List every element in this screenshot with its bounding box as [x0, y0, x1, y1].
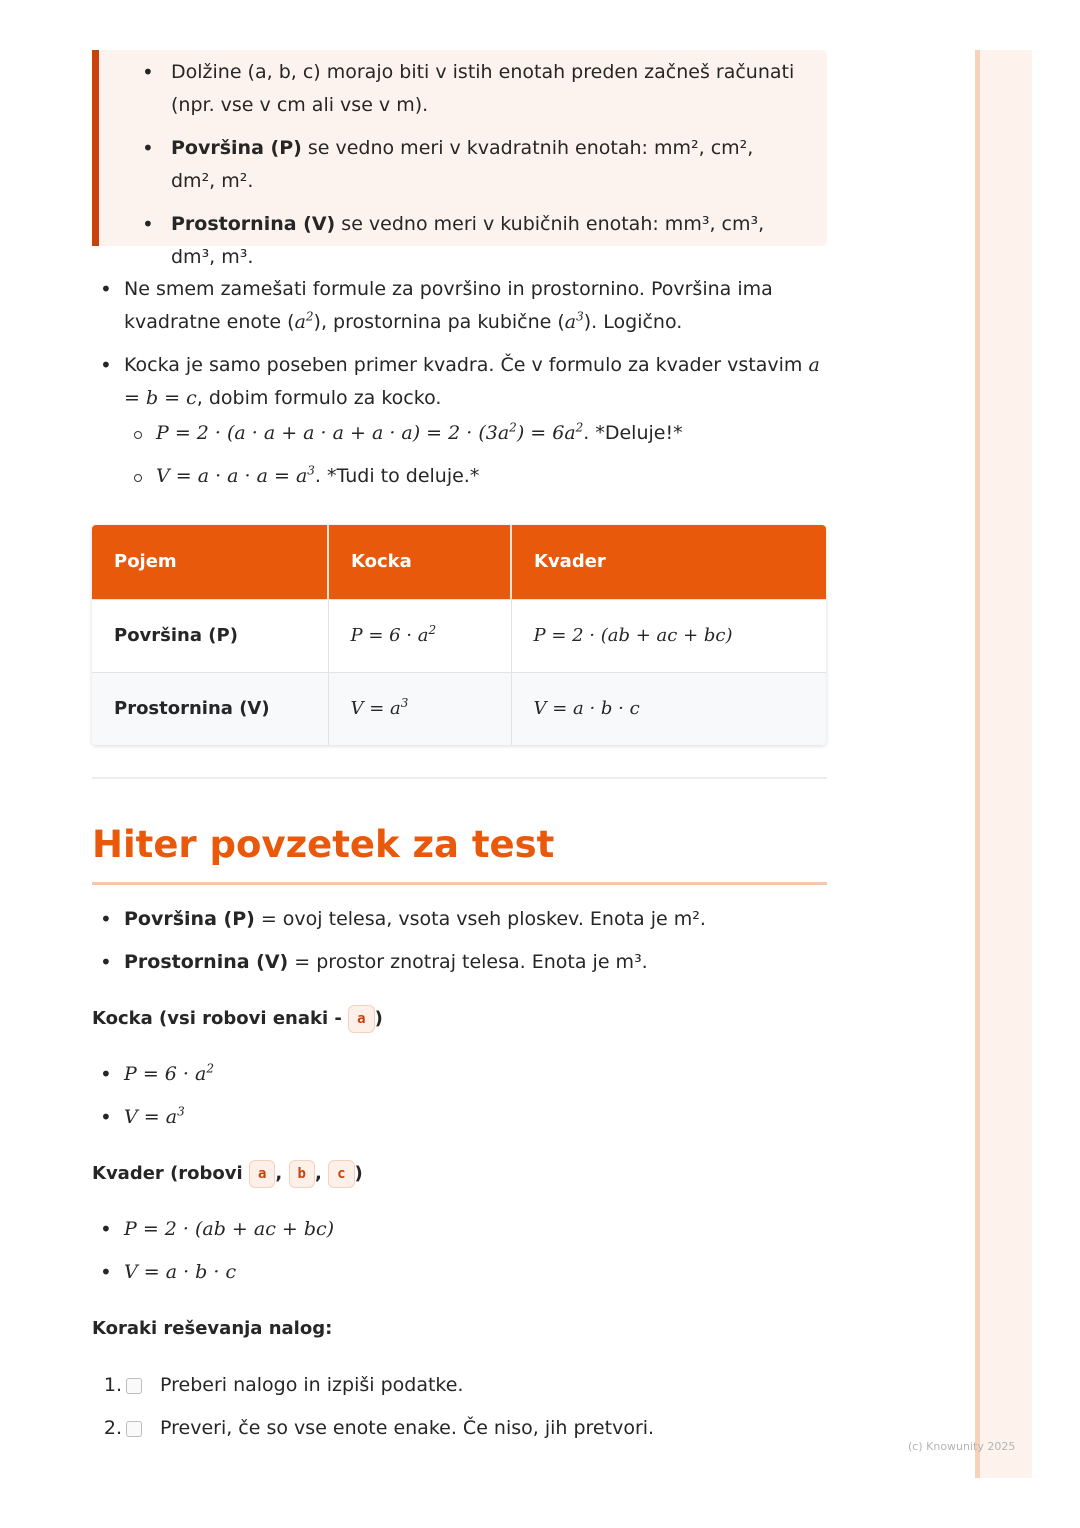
formula-table [92, 525, 826, 745]
step-checkbox[interactable] [126, 1378, 142, 1394]
cuboid-formula: P = 2 · (ab + ac + bc) [511, 599, 826, 672]
table-row [92, 599, 826, 672]
derivation-list [124, 417, 832, 493]
callout-list [142, 56, 802, 284]
row-label: Površina (P) [92, 599, 328, 672]
cube-heading: Kocka (vsi robovi enaki - a ) [92, 1004, 383, 1034]
cuboid-heading: Kvader (robovi a , b , c ) [92, 1159, 363, 1189]
copyright: (c) Knowunity 2025 [908, 1440, 1016, 1453]
cube-formula: $P = 6 \cdot a^2$ [328, 599, 511, 672]
callout-item-surface: • Površina (P) se vedno meri v kvadratnih enotah: mm², cm², dm², m². [142, 132, 802, 198]
cube-formula: $V = a^3$ [328, 672, 511, 745]
steps-list [92, 1369, 654, 1455]
header-kvader: Kvader [511, 525, 826, 599]
side-decoration [975, 50, 1032, 1478]
step-item: 2. Preveri, če so vse enote enake. Če niso, jih pretvori. [103, 1417, 655, 1439]
summary-volume: • Prostornina (V) = prostor znotraj telesa. Enota je m³. [92, 946, 832, 979]
note-formula-mixup: • Ne smem zamešati formule za površino in prostornino. Površina ima kvadratne enote $(a^2)$, prostornina pa kubične $(a^3)$. Logično. [92, 273, 832, 339]
header-pojem: Pojem [92, 525, 328, 599]
title-underline [92, 882, 827, 885]
units-callout [92, 50, 827, 268]
code-c: c [328, 1160, 354, 1188]
derivation-volume: $V = a \cdot a \cdot a = a^3$. *Tudi to deluje.* [124, 460, 832, 493]
cube-volume-formula: • $V = a^3$ [92, 1101, 492, 1134]
cuboid-formulas [92, 1213, 492, 1289]
note-cube-special-case: • Kocka je samo poseben primer kvadra. Če v formulo za kvader vstavim a = b = c, dobim formulo za kocko. $P = 2 \cdot (a \cdot a + a \cdot a + a \cdot a) = 2 \cdot (3a^2) = 6a^2$. *Deluje!* $V = a \cdot a \cdot a = a^3$. *Tudi to deluje.* [92, 349, 832, 493]
cuboid-surface-formula: • P = 2 · (ab + ac + bc) [92, 1213, 492, 1246]
table-row [92, 672, 826, 745]
code-a: a [348, 1005, 374, 1033]
derivation-surface: $P = 2 \cdot (a \cdot a + a \cdot a + a \cdot a) = 2 \cdot (3a^2) = 6a^2$. *Deluje!* [124, 417, 832, 450]
callout-item-volume: • Prostornina (V) se vedno meri v kubičnih enotah: mm³, cm³, dm³, m³. [142, 208, 802, 274]
header-kocka: Kocka [328, 525, 511, 599]
notes-list [92, 273, 832, 493]
summary-surface: • Površina (P) = ovoj telesa, vsota vseh ploskev. Enota je m². [92, 903, 832, 936]
callout-item-lengths: • Dolžine (a, b, c) morajo biti v istih enotah preden začneš računati (npr. vse v cm ali vse v m). [142, 56, 802, 122]
cube-formulas [92, 1058, 492, 1134]
cube-surface-formula: • $P = 6 \cdot a^2$ [92, 1058, 492, 1091]
summary-list [92, 903, 832, 979]
cuboid-formula: V = a · b · c [511, 672, 826, 745]
steps-heading: Koraki reševanja nalog: [92, 1318, 333, 1339]
code-b: b [289, 1160, 315, 1188]
cuboid-volume-formula: • V = a · b · c [92, 1256, 492, 1289]
code-a: a [249, 1160, 275, 1188]
summary-title: Hiter povzetek za test [92, 823, 555, 866]
table-header-row [92, 525, 826, 599]
section-divider [92, 777, 827, 779]
step-item: 1. Preberi nalogo in izpiši podatke. [103, 1374, 464, 1396]
row-label: Prostornina (V) [92, 672, 328, 745]
step-checkbox[interactable] [126, 1421, 142, 1437]
